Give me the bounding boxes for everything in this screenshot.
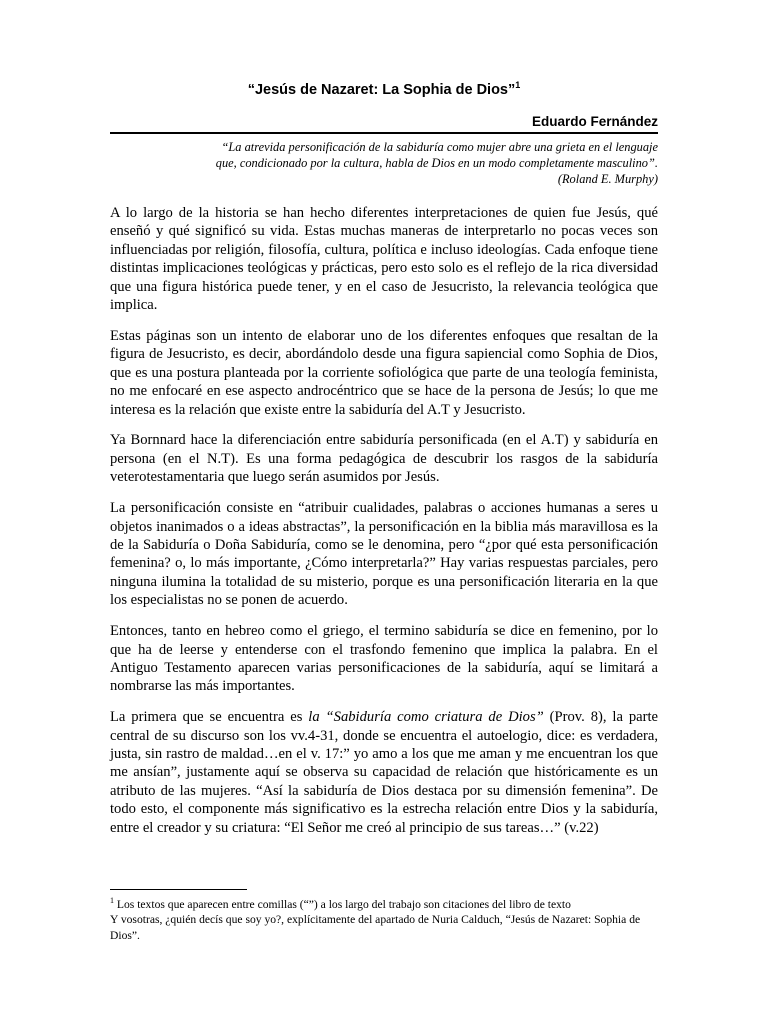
paragraph-3: Ya Bornnard hace la diferenciación entre sabiduría personificada (en el A.T) y sabiduría en persona (en el N.T). Es una forma pedagógica de descubrir los rasgos de la sabiduría veterotestamentaria que luego serán asumidos por Jesús.	[110, 432, 658, 486]
footnote	[110, 893, 658, 943]
epigraph-attribution: (Roland E. Murphy)	[557, 172, 658, 186]
paragraph-1: A lo largo de la historia se han hecho diferentes interpretaciones de quien fue Jesús, qué enseñó y qué significó su vida. Estas muchas maneras de interpretarlo no pocas veces son influenciadas por religión, filosofía, cultura, política e incluso ideologías. Cada enfoque tiene distintas implicaciones teológicas y prácticas, pero esto solo es el reflejo de la rica diversidad que una figura histórica puede tener, y en el caso de Jesucristo, la relevancia teológica que implica.	[110, 205, 658, 314]
title-footnote-ref: 1	[515, 80, 521, 90]
body-text	[110, 204, 658, 850]
epigraph	[188, 139, 658, 187]
paragraph-2: Estas páginas son un intento de elaborar uno de los diferentes enfoques que resaltan de la figura de Jesucristo, es decir, abordándolo desde una figura sapiencial como Sophia de Dios, que es una postura planteada por la corriente sofiológica que parte de una teología feminista, no me enfocaré en ese aspecto androcéntrico que se hace de la persona de Jesús; lo que me interesa es la relación que existe entre la sabiduría del A.T y Jesucristo.	[110, 327, 658, 418]
footnote-line-1	[110, 893, 658, 912]
footnote-text-1: Los textos que aparecen entre comillas (“”) a los largo del trabajo son citaciones del libro de texto	[114, 897, 571, 911]
paragraph-4: La personificación consiste en “atribuir cualidades, palabras o acciones humanas a seres u objetos inanimados o a ideas abstractas”, la personificación en la biblia más maravillosa es la de la Sabiduría o Doña Sabiduría, como se le denomina, pero “¿por qué esta personificación femenina? o, lo más importante, ¿Cómo interpretarla?” Hay varias respuestas parciales, pero ninguna ilumina la totalidad de su misterio, porque es una personificación literaria en la que los especialistas no se ponen de acuerdo.	[110, 500, 658, 609]
author-name: Eduardo Fernández	[531, 114, 658, 129]
paragraph-6-rest: (Prov. 8), la parte central de su discurso son los vv.4-31, donde se encuentra el autoelogio, dice: es verdadera, justa, sin rastro de maldad…en el v. 17:” yo amo a los que me aman y me encuentran los que me ansían”, justamente aquí se observa su capacidad de relación que históricamente es un atributo de las mujeres. “Así la sabiduría de Dios destaca por su dimensión femenina”. De todo esto, el componente más significativo es la estrecha relación entre Dios y la sabiduría, entre el creador y su criatura: “El Señor me creó al principio de sus tareas…” (v.22)	[110, 709, 659, 836]
footnote-line-2: Y vosotras, ¿quién decís que soy yo?, explícitamente del apartado de Nuria Calduch, “Jesús de Nazaret: Sophia de Dios”.	[110, 913, 641, 942]
document-title	[0, 80, 768, 98]
footnote-separator	[110, 889, 247, 890]
title-text: “Jesús de Nazaret: La Sophia de Dios”	[247, 81, 516, 98]
header-rule	[110, 132, 658, 134]
paragraph-6-emphasis: la “Sabiduría como criatura de Dios”	[308, 709, 544, 726]
epigraph-line-2: que, condicionado por la cultura, habla de Dios en un modo completamente masculino”.	[215, 156, 658, 170]
footnote-ref: 1	[110, 896, 114, 905]
paragraph-6	[110, 708, 658, 837]
paragraph-6-start: La primera que se encuentra es	[110, 709, 309, 726]
paragraph-5: Entonces, tanto en hebreo como el griego, el termino sabiduría se dice en femenino, por lo que ha de leerse y entenderse con el trasfondo femenino que implica la palabra. En el Antiguo Testamento aparecen varias personificaciones de la sabiduría, aquí se limitará a nombrarse las más importantes.	[110, 623, 658, 695]
epigraph-line-1: “La atrevida personificación de la sabiduría como mujer abre una grieta en el lenguaje	[221, 140, 658, 154]
